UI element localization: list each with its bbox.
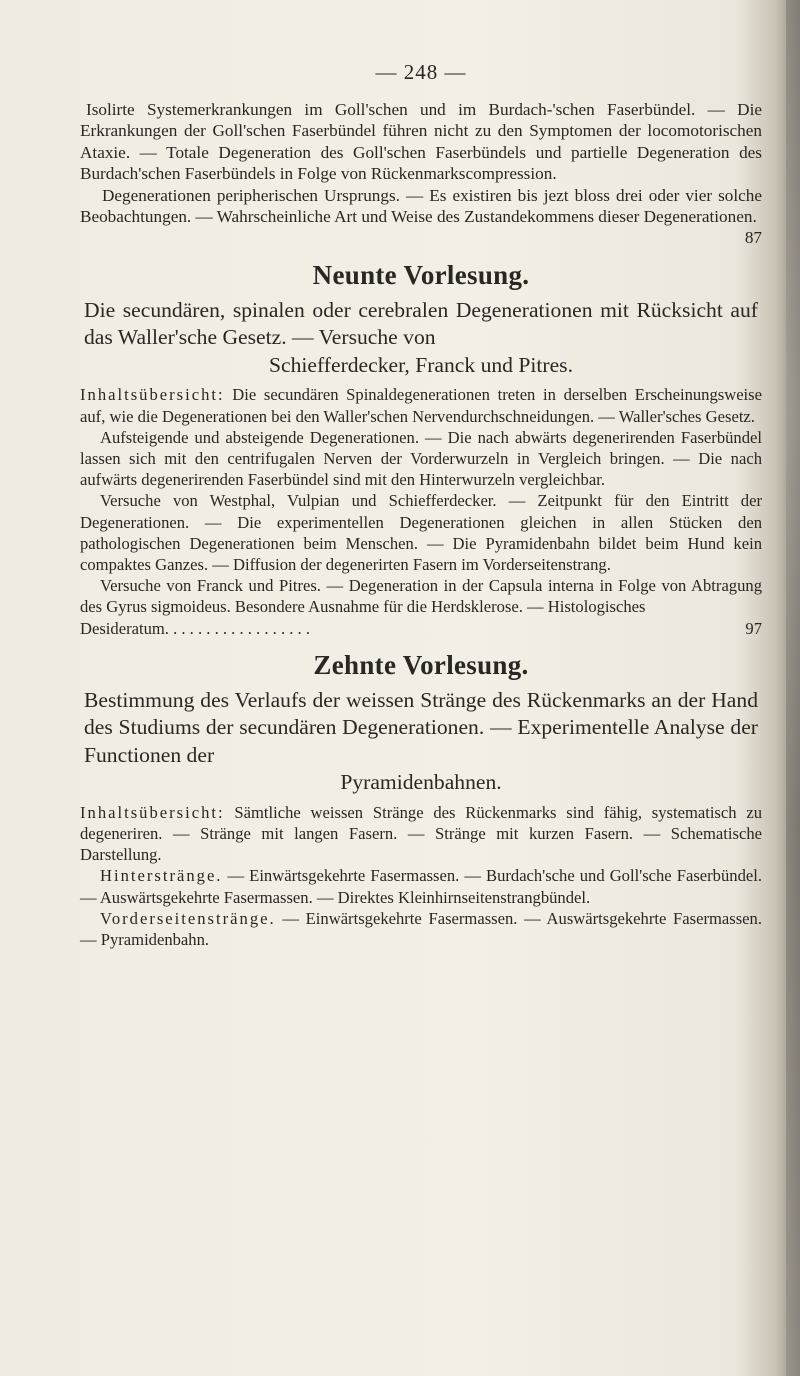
lecture-10-paragraph-2-text: — Einwärtsgekehrte Fasermassen. — Burdach'sche und Goll'sche Faserbündel. — Auswärtsgekehrte Fasermassen. — Direktes Kleinhirnseitenstrangbündel. <box>80 866 762 907</box>
lecture-9-contents-label: Inhaltsübersicht: <box>80 385 225 405</box>
lecture-10-paragraph-2-label: Hinterstränge. <box>100 866 223 886</box>
lecture-10-paragraph-3-text: — Einwärtsgekehrte Fasermassen. — Auswärtsgekehrte Fasermassen. — Pyramidenbahn. <box>80 908 762 949</box>
page-number: — 248 — <box>375 60 467 84</box>
lecture-9-paragraph-2: Aufsteigende und absteigende Degenerationen. — Die nach abwärts degenerirenden Faserbündel lassen sich mit den centrifugalen Nerven der Vorderwurzeln in Vergleich bringen. — Die nach aufwärts degenerirenden Faserbündel sind mit den Hinterwurzeln vergleichbar. <box>80 427 762 490</box>
lecture-10-contents-label: Inhaltsübersicht: <box>80 802 225 822</box>
lecture-9-page-ref: 97 <box>745 618 762 638</box>
prev-chapter-paragraph-2-text: Degenerationen peripherischen Ursprungs. — Es existiren bis jezt bloss drei oder vier solche Beobachtungen. — Wahrscheinliche Art und Weise des Zustandekommens dieser Degenerationen. <box>80 185 762 227</box>
prev-chapter-page-ref: 87 <box>744 228 762 248</box>
lecture-9-title: Neunte Vorlesung. <box>312 259 530 290</box>
lecture-9-paragraph-4: Versuche von Franck und Pitres. — Degeneration in der Capsula interna in Folge von Abtragung des Gyrus sigmoideus. Besondere Ausnahme für die Herdsklerose. — Histologisches <box>80 576 762 617</box>
lecture-9-summary <box>80 297 762 380</box>
lecture-9-summary-line-1: Die secundären, spinalen oder cerebralen Degenerationen mit Rücksicht auf das Waller'sche Gesetz. — Versuche von <box>84 297 758 350</box>
lecture-10-summary-last: Pyramidenbahnen. <box>340 770 502 795</box>
page-content <box>80 62 762 950</box>
prev-chapter-paragraph-1: Isolirte Systemerkrankungen im Goll'schen und im Burdach-'schen Faserbündel. — Die Erkrankungen der Goll'schen Faserbündel führen nicht zu den Symptomen der locomotorischen Ataxie. — Totale Degeneration des Goll'schen Faserbündels und partielle Degeneration des Burdach'schen Faserbündels in Folge von Rückenmarkscompression. <box>80 100 762 184</box>
lecture-10-paragraph-3-label: Vorderseitenstränge. <box>100 908 276 928</box>
lecture-10-summary <box>80 687 762 797</box>
lecture-10-title: Zehnte Vorlesung. <box>313 649 529 680</box>
page-edge-shadow <box>786 0 800 1376</box>
lecture-10-paragraph-3 <box>80 908 762 950</box>
lecture-9-paragraph-4-end <box>80 618 762 639</box>
lecture-9-contents-text: Die secundären Spinaldegenerationen treten in derselben Erscheinungsweise auf, wie die Degenerationen bei den Waller'schen Nervendurchschneidungen. — Waller'sches Gesetz. <box>80 385 762 426</box>
prev-chapter-paragraph-2 <box>80 185 762 249</box>
lecture-9-contents <box>80 384 762 426</box>
lecture-10-paragraph-2 <box>80 865 762 907</box>
lecture-10-summary-text: Bestimmung des Verlaufs der weissen Stränge des Rückenmarks an der Hand des Studiums der secundären Degenerationen. — Experimentelle Analyse der Functionen der <box>84 687 758 767</box>
lecture-9-paragraph-3: Versuche von Westphal, Vulpian und Schiefferdecker. — Zeitpunkt für den Eintritt der Degenerationen. — Die experimentellen Degenerationen gleichen in allen Stücken den pathologischen Degenerationen beim Menschen. — Die Pyramidenbahn bildet beim Hund kein compaktes Ganzes. — Diffusion der degenerirten Fasern im Vorderseitenstrang. <box>80 491 762 574</box>
lecture-9-summary-line-2: Schiefferdecker, Franck und Pitres. <box>269 352 573 377</box>
lecture-10-contents-text: Sämtliche weissen Stränge des Rückenmarks sind fähig, systematisch zu degeneriren. — Stränge mit langen Fasern. — Stränge mit kurzen Fasern. — Schematische Darstellung. <box>80 802 763 865</box>
lecture-9-paragraph-4-last: Desideratum. . . . . . . . . . . . . . . . . . <box>80 618 310 638</box>
lecture-10-contents <box>80 802 762 866</box>
